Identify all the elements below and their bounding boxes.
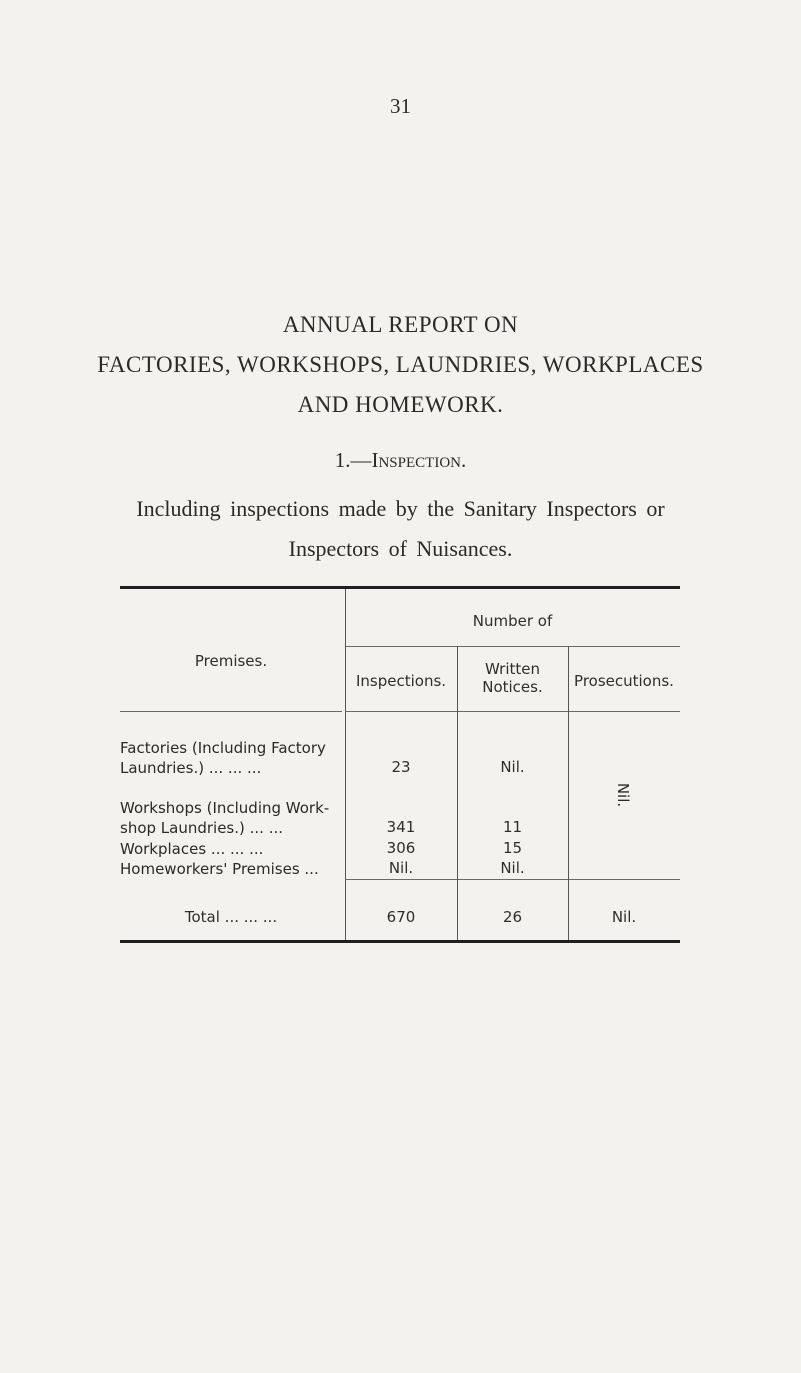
inspections-header: Inspections. — [355, 672, 447, 690]
inspection-table — [120, 586, 680, 946]
premises-header: Premises. — [194, 652, 268, 670]
written-notices-cell: Nil. — [500, 758, 525, 776]
prosecutions-header: Prosecutions. — [574, 672, 674, 690]
table-row-label — [120, 738, 342, 778]
table-bottom-rule — [120, 940, 680, 943]
report-title-line-3: AND HOMEWORK. — [297, 392, 504, 417]
row-label-line-1: Homeworkers' Premises ... — [120, 860, 319, 878]
total-written-notices: 26 — [502, 908, 523, 926]
inspections-cell: 23 — [391, 758, 411, 776]
report-title-line-1: ANNUAL REPORT ON — [282, 312, 519, 337]
row-label-line-2: Laundries.) ... ... ... — [120, 759, 262, 777]
table-top-rule — [120, 586, 680, 589]
number-of-underline — [345, 646, 680, 647]
row-label-line-2: shop Laundries.) ... ... — [120, 819, 284, 837]
row-label-line-1: Workshops (Including Work- — [120, 799, 330, 817]
written-notices-cell: 15 — [502, 839, 523, 857]
table-row-label — [120, 839, 342, 859]
report-title-line-2: FACTORIES, WORKSHOPS, LAUNDRIES, WORKPLACES — [97, 352, 704, 377]
written-notices-header-line-2: Notices. — [482, 678, 543, 696]
written-notices-cell: 11 — [502, 818, 523, 836]
table-row-label — [120, 798, 342, 838]
intro-line-1: Including inspections made by the Sanitary Inspectors or — [136, 496, 665, 521]
table-row-label — [120, 859, 342, 879]
inspections-cell: 306 — [386, 839, 416, 857]
section-heading: 1.—Inspection. — [334, 448, 467, 472]
intro-line-2: Inspectors of Nuisances. — [288, 536, 513, 561]
total-label: Total ... ... ... — [184, 908, 278, 926]
prosecutions-rows-text: Nil. — [613, 782, 632, 808]
header-underline-values — [345, 711, 680, 712]
number-of-header: Number of — [472, 612, 553, 630]
total-prosecutions: Nil. — [611, 908, 637, 926]
written-notices-cell: Nil. — [500, 859, 525, 877]
written-notices-header — [457, 660, 568, 696]
inspections-cell: 341 — [386, 818, 416, 836]
row-label-line-1: Workplaces ... ... ... — [120, 840, 264, 858]
written-notices-header-line-1: Written — [485, 660, 540, 678]
prosecutions-rows-value — [566, 782, 680, 808]
inspections-cell: Nil. — [388, 859, 414, 877]
row-label-line-1: Factories (Including Factory — [120, 739, 326, 757]
header-underline-premises — [120, 711, 342, 712]
page-number: 31 — [390, 94, 411, 118]
total-rule — [345, 879, 680, 880]
total-inspections: 670 — [386, 908, 416, 926]
